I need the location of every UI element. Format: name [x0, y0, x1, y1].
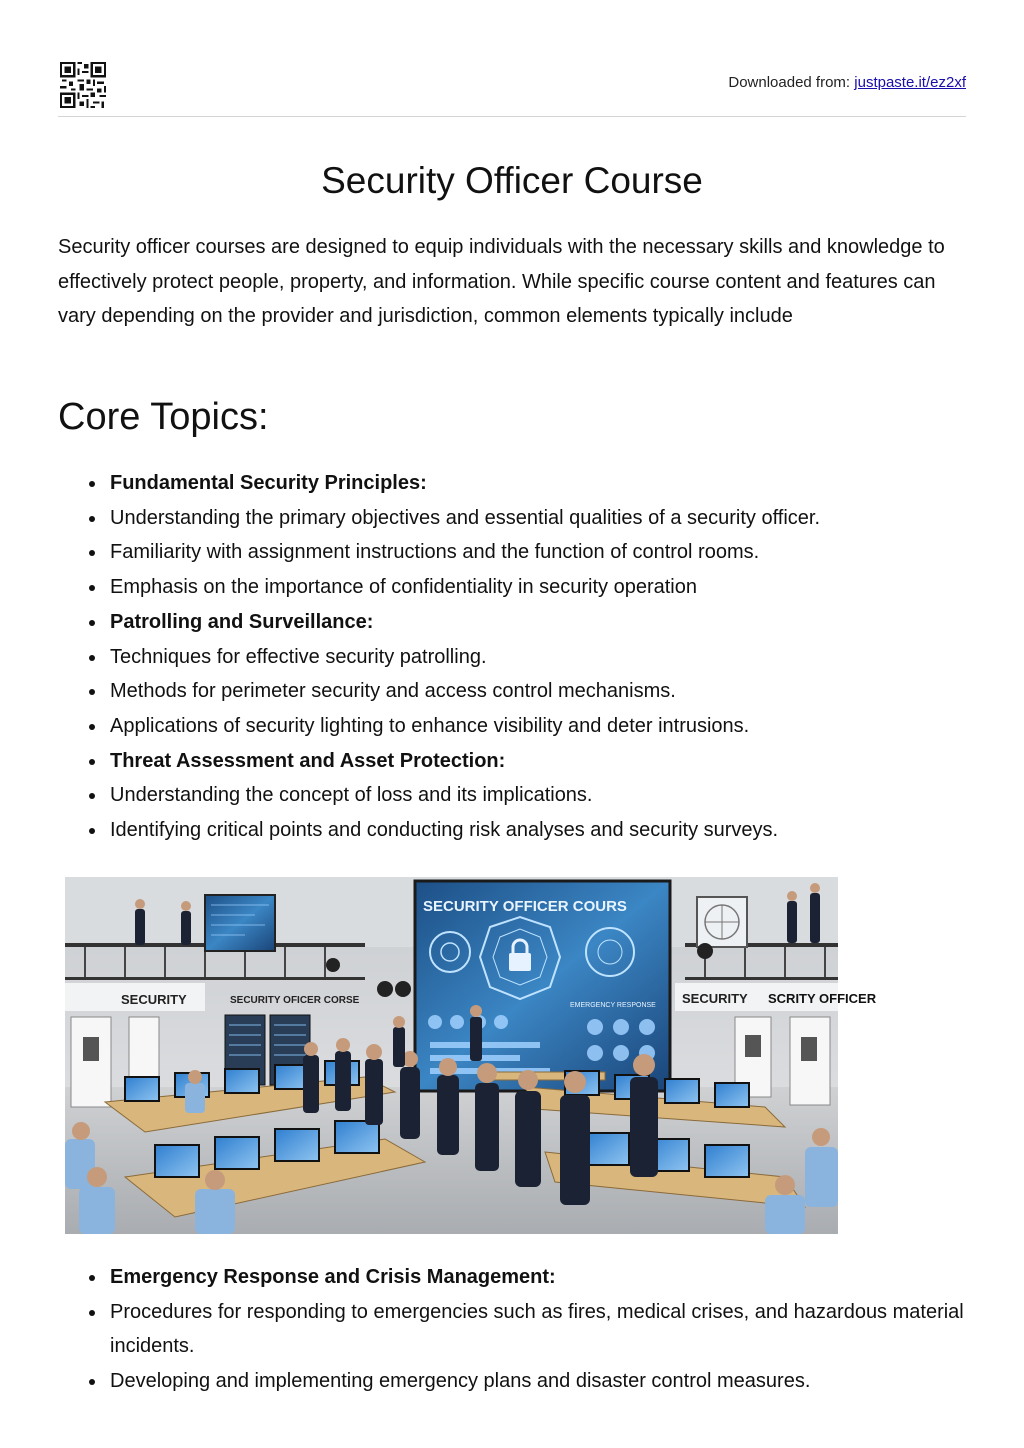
training-room-illustration — [65, 877, 877, 1234]
list-item: Emphasis on the importance of confidentiality in security operation — [88, 570, 968, 605]
qr-code-icon — [60, 62, 106, 108]
core-topics-list — [88, 466, 968, 848]
list-item: Understanding the concept of loss and its implications. — [88, 778, 968, 813]
sign-right-2: SCRITY OFFICER — [768, 991, 877, 1006]
emergency-topics-list — [88, 1260, 968, 1399]
wall-title: SECURITY OFFICER COURS — [423, 898, 627, 915]
list-item: Familiarity with assignment instructions and the function of control rooms. — [88, 535, 968, 570]
list-item: Procedures for responding to emergencies such as fires, medical crises, and hazardous material incidents. — [88, 1295, 968, 1364]
header-divider — [58, 116, 966, 117]
panel-label: EMERGENCY RESPONSE — [570, 1002, 656, 1009]
sign-left-1: SECURITY — [121, 992, 187, 1007]
list-item: Understanding the primary objectives and essential qualities of a security officer. — [88, 501, 968, 536]
list-item: Techniques for effective security patrolling. — [88, 640, 968, 675]
list-item: Developing and implementing emergency plans and disaster control measures. — [88, 1364, 968, 1399]
list-item: Emergency Response and Crisis Management: — [88, 1260, 968, 1295]
source-line — [728, 74, 966, 91]
list-item: Threat Assessment and Asset Protection: — [88, 744, 968, 779]
source-prefix: Downloaded from: — [728, 74, 855, 91]
sign-right-1: SECURITY — [682, 991, 748, 1006]
intro-paragraph: Security officer courses are designed to equip individuals with the necessary skills and knowledge to effectively protect people, property, and information. While specific course content and features can vary depending on the provider and jurisdiction, common elements typically include — [58, 236, 945, 328]
list-item: Identifying critical points and conducting risk analyses and security surveys. — [88, 813, 968, 848]
list-item: Patrolling and Surveillance: — [88, 605, 968, 640]
page-title: Security Officer Course — [321, 160, 703, 201]
core-topics-heading: Core Topics: — [58, 396, 269, 438]
list-item: Methods for perimeter security and access control mechanisms. — [88, 674, 968, 709]
source-link[interactable]: justpaste.it/ez2xf — [854, 74, 966, 91]
list-item: Fundamental Security Principles: — [88, 466, 968, 501]
list-item: Applications of security lighting to enhance visibility and deter intrusions. — [88, 709, 968, 744]
lock-icon — [509, 953, 531, 971]
sign-left-2: SECURITY OFICER CORSE — [230, 995, 360, 1006]
